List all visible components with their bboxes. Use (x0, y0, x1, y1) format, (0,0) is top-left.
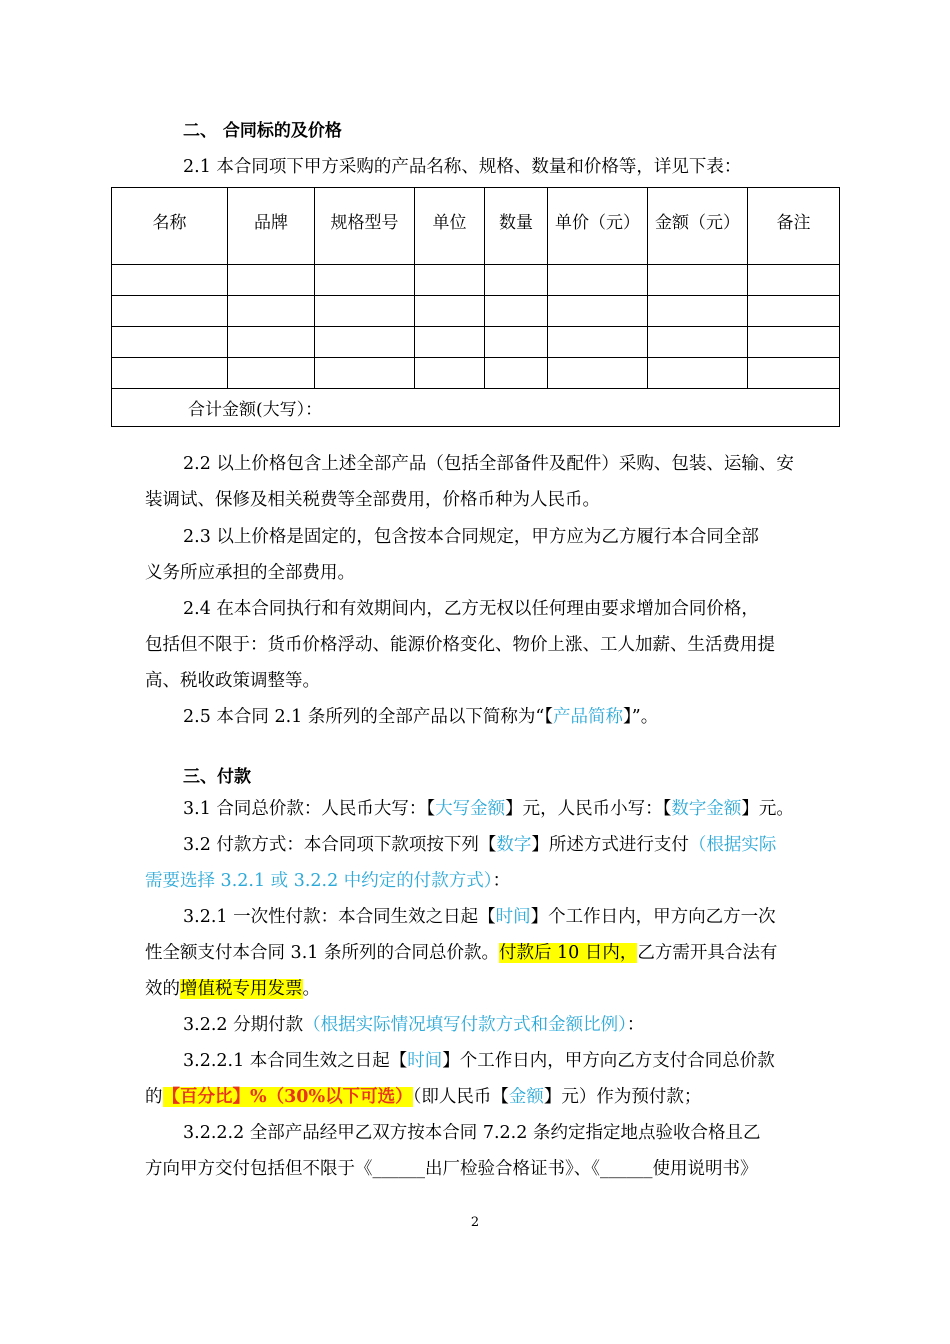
clause-3-2-1-line-3 (145, 978, 810, 1000)
table-cell (748, 358, 840, 389)
clause-3-2-note: 需要选择 3.2.1 或 3.2.2 中约定的付款方式） (145, 871, 493, 891)
table-header-cell: 备注 (748, 188, 840, 265)
clause-3-2-1-text: 乙方需开具合法有 (637, 943, 778, 963)
clause-2-1: 2.1 本合同项下甲方采购的产品名称、规格、数量和价格等，详见下表： (183, 157, 742, 177)
table-header-cell: 单价（元） (548, 188, 648, 265)
page-number: 2 (470, 1215, 480, 1230)
clause-3-2-note: （根据实际 (688, 835, 777, 855)
table-cell (648, 296, 748, 327)
product-short-name-field: 产品简称 (553, 707, 624, 727)
clause-2-4-line-2: 包括但不限于：货币价格浮动、能源价格变化、物价上涨、工人加薪、生活费用提 (145, 635, 775, 655)
table-cell (112, 327, 228, 358)
table-cell (228, 296, 315, 327)
clause-2-2-line-1: 2.2 以上价格包含上述全部产品（包括全部备件及配件）采购、包装、运输、安 (183, 454, 794, 474)
time-field: 时间 (495, 907, 531, 927)
table-header-cell: 数量 (485, 188, 548, 265)
clause-3-2-2-text: ： (626, 1015, 645, 1035)
clause-2-4-line-3: 高、税收政策调整等。 (145, 671, 320, 691)
clause-2-3-line-1: 2.3 以上价格是固定的，包含按本合同规定，甲方应为乙方履行本合同全部 (183, 527, 759, 547)
table-cell (415, 265, 485, 296)
clause-3-2-2-1-line-1 (183, 1050, 810, 1072)
product-price-table (111, 187, 840, 427)
clause-3-2-text: ： (492, 871, 511, 891)
table-cell (648, 265, 748, 296)
section-3-heading: 三、付款 (183, 767, 251, 787)
table-cell (112, 265, 228, 296)
clause-2-3-line-2: 义务所应承担的全部费用。 (145, 563, 355, 583)
time-field: 时间 (407, 1051, 443, 1071)
clause-3-2-line-1 (183, 834, 810, 856)
clause-2-5-prefix: 2.5 本合同 2.1 条所列的全部产品以下简称为“【 (183, 707, 554, 727)
table-cell (415, 296, 485, 327)
percentage-highlight: 【百分比】%（30%以下可选） (162, 1087, 413, 1107)
table-cell (228, 358, 315, 389)
table-cell (315, 358, 415, 389)
table-row (112, 265, 840, 296)
table-cell (315, 265, 415, 296)
clause-3-2-1-line-1 (183, 906, 810, 928)
clause-3-2-2-1-text: 3.2.2.1 本合同生效之日起【 (183, 1051, 408, 1071)
clause-3-2-2-1-text: 】元）作为预付款； (543, 1087, 702, 1107)
table-total-row (112, 389, 840, 427)
table-cell (748, 265, 840, 296)
table-cell (112, 296, 228, 327)
clause-2-5-suffix: 】”。 (623, 707, 659, 727)
table-cell (648, 327, 748, 358)
table-cell (648, 358, 748, 389)
clause-3-2-1-text: 性全额支付本合同 3.1 条所列的合同总价款。 (145, 943, 499, 963)
table-cell (415, 327, 485, 358)
amount-in-figures-field: 数字金额 (671, 799, 742, 819)
table-header-cell: 金额（元） (648, 188, 748, 265)
table-cell (228, 265, 315, 296)
table-cell (548, 296, 648, 327)
clause-3-2-text: 】所述方式进行支付 (531, 835, 689, 855)
clause-3-2-text: 3.2 付款方式：本合同项下款项按下列【 (183, 835, 497, 855)
table-header-cell: 单位 (415, 188, 485, 265)
table-cell (315, 327, 415, 358)
table-cell (485, 327, 548, 358)
table-cell (748, 327, 840, 358)
clause-3-1-text: 3.1 合同总价款：人民币大写：【 (183, 799, 436, 819)
table-cell (228, 327, 315, 358)
table-cell (548, 327, 648, 358)
clause-3-2-2-text: 3.2.2 分期付款 (183, 1015, 304, 1035)
table-header-cell: 名称 (112, 188, 228, 265)
clause-2-4-line-1: 2.4 在本合同执行和有效期间内，乙方无权以任何理由要求增加合同价格， (183, 599, 759, 619)
table-cell (112, 358, 228, 389)
table-cell (485, 265, 548, 296)
table-cell (415, 358, 485, 389)
table-cell (485, 296, 548, 327)
total-amount-label: 合计金额(大写）： (112, 389, 840, 427)
table-cell (548, 358, 648, 389)
table-row (112, 296, 840, 327)
clause-3-2-line-2 (145, 870, 810, 892)
clause-3-2-1-text: 】个工作日内，甲方向乙方一次 (530, 907, 776, 927)
vat-invoice-highlight: 增值税专用发票 (180, 979, 303, 999)
table-header-cell: 品牌 (228, 188, 315, 265)
amount-field: 金额 (508, 1087, 544, 1107)
table-row (112, 358, 840, 389)
clause-3-1 (183, 798, 810, 820)
clause-3-1-text: 】元。 (741, 799, 794, 819)
section-2-heading: 二、 合同标的及价格 (183, 121, 342, 141)
table-cell (748, 296, 840, 327)
clause-2-2-line-2: 装调试、保修及相关税费等全部费用，价格币种为人民币。 (145, 490, 600, 510)
table-cell (315, 296, 415, 327)
amount-in-words-field: 大写金额 (435, 799, 506, 819)
clause-3-2-1-line-2 (145, 942, 810, 964)
clause-3-2-2-note: （根据实际情况填写付款方式和金额比例） (303, 1015, 627, 1035)
clause-3-1-text: 】元，人民币小写：【 (505, 799, 672, 819)
clause-3-2-1-text: 效的 (145, 979, 180, 999)
clause-3-2-2-2-line-1: 3.2.2.2 全部产品经甲乙双方按本合同 7.2.2 条约定指定地点验收合格且乙 (183, 1123, 761, 1143)
number-field: 数字 (496, 835, 532, 855)
table-cell (548, 265, 648, 296)
clause-2-5 (183, 706, 810, 728)
clause-3-2-2-1-line-2 (145, 1086, 810, 1108)
clause-3-2-2-1-text: 的 (145, 1087, 163, 1107)
table-cell (485, 358, 548, 389)
clause-3-2-2 (183, 1014, 810, 1036)
clause-3-2-2-1-text: （即人民币【 (412, 1087, 509, 1107)
table-row (112, 327, 840, 358)
table-header-row (112, 188, 840, 265)
clause-3-2-2-1-text: 】个工作日内，甲方向乙方支付合同总价款 (442, 1051, 775, 1071)
clause-3-2-1-text: 。 (302, 979, 320, 999)
table-header-cell: 规格型号 (315, 188, 415, 265)
clause-3-2-2-2-line-2: 方向甲方交付包括但不限于《______出厂检验合格证书》、《______使用说明书》 (145, 1159, 758, 1179)
invoice-deadline-highlight: 付款后 10 日内， (498, 943, 638, 963)
clause-3-2-1-text: 3.2.1 一次性付款：本合同生效之日起【 (183, 907, 496, 927)
